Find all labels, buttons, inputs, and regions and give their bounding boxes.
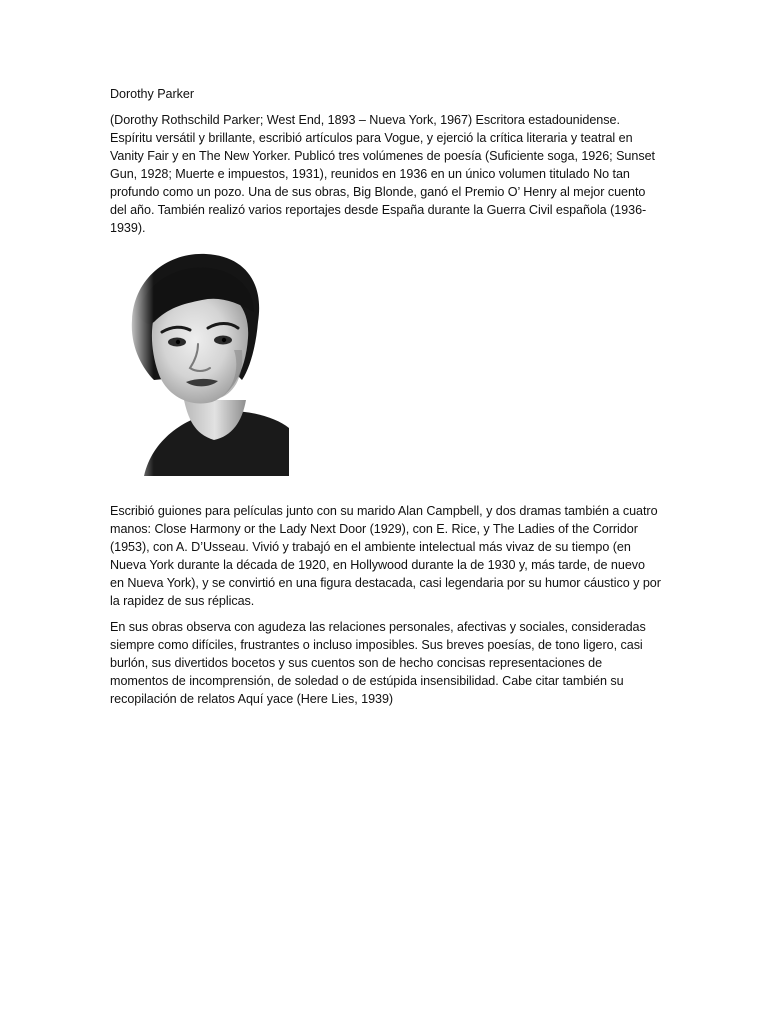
title-text: Dorothy Parker [110, 87, 194, 101]
portrait-photo-icon [124, 250, 289, 476]
career-paragraph [110, 502, 662, 610]
document-title [110, 85, 662, 103]
paragraph-text: (Dorothy Rothschild Parker; West End, 1893 – Nueva York, 1967) Escritora estadounidense. Espíritu versátil y brillante, escribió artículos para Vogue, y ejerció la crítica literaria y teatral en Vanity Fair y en The New Yorker. Publicó tres volúmenes de poesía (Suficiente soga, 1926; Sunset Gun, 1928; Muerte e impuestos, 1931), reunidos en 1936 en un único volumen titulado No tan profundo como un pozo. Una de sus obras, Big Blonde, ganó el Premio O’ Henry al mejor cuento del año. También realizó varios reportajes desde España durante la Guerra Civil española (1936-1939). [110, 113, 655, 235]
works-paragraph [110, 618, 662, 708]
intro-paragraph [110, 111, 662, 237]
paragraph-text: En sus obras observa con agudeza las relaciones personales, afectivas y sociales, consideradas siempre como difíciles, frustrantes o incluso imposibles. Sus breves poesías, de tono ligero, casi burlón, sus divertidos bocetos y sus cuentos son de hecho concisas representaciones de momentos de incomprensión, de soledad o de estúpida insensibilidad. Cabe citar también su recopilación de relatos Aquí yace (Here Lies, 1939) [110, 620, 646, 706]
paragraph-text: Escribió guiones para películas junto con su marido Alan Campbell, y dos dramas también a cuatro manos: Close Harmony or the Lady Next Door (1929), con E. Rice, y The Ladies of the Corridor (1953), con A. D’Usseau. Vivió y trabajó en el ambiente intelectual más vivaz de su tiempo (en Nueva York durante la década de 1920, en Hollywood durante la de 1930 y, más tarde, de nuevo en Nueva York), y se convirtió en una figura destacada, casi legendaria por su humor cáustico y por la rapidez de sus réplicas. [110, 504, 661, 608]
portrait-photo [124, 250, 289, 476]
